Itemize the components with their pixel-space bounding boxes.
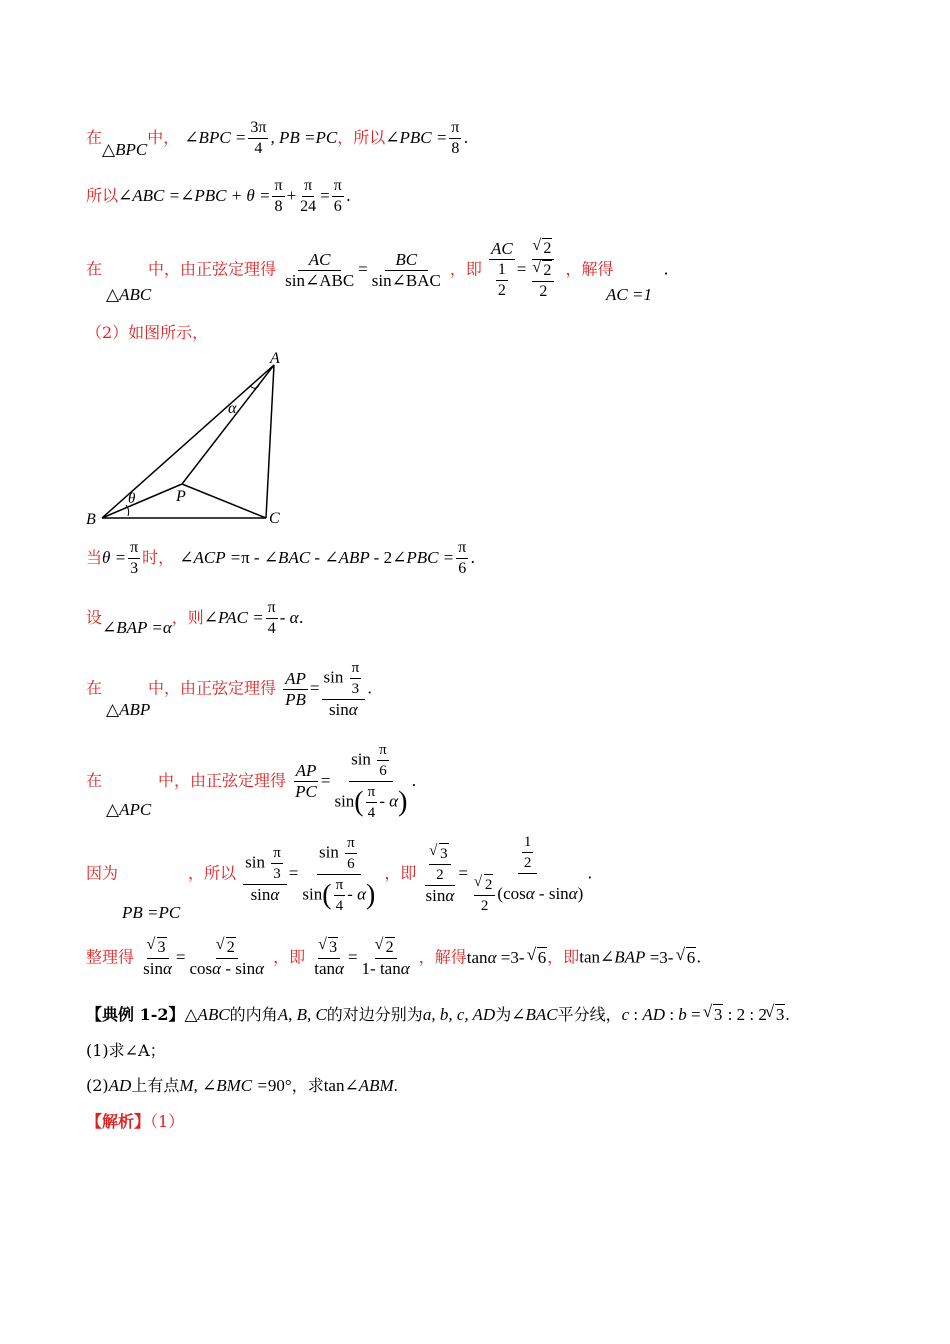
label-c: C: [269, 510, 280, 527]
label-p: P: [176, 488, 186, 505]
step1-zhong: 中，: [147, 128, 180, 147]
question2: (2)AD上有点M, ∠BMC =90°，求tan∠ABM.: [86, 1076, 398, 1095]
segment-bp: [102, 484, 182, 518]
analysis-line: 【解析】（1）: [86, 1112, 185, 1131]
segment-ac: [266, 365, 274, 518]
segment-ap: [182, 365, 274, 484]
label-theta: θ: [128, 491, 136, 507]
step1-line: 在△BPC中， ∠BPC = $\frac{3\pi}{4}$ , PB =PC，所以∠PBC = $\frac{\pi}{8}$ .: [86, 119, 469, 159]
step6-line: 在 中，由正弦定理得 $\frac{AP}{PB}$ = sin $\frac{\pi}{3}$ sinα .: [86, 660, 373, 719]
step7-triangle: △APC: [106, 800, 152, 819]
step9-line: 整理得 √ $\frac{3}{\sin\alpha}$ = √ $\frac{2}{\cos\alpha - \sin\alpha}$ ，即 √ $\frac{3}{\tan\alpha}$ = √ $\frac{2}{1- \tan\alpha}$ ，解得tanα =3- √ 6，即tan∠BAP =3- √ 6.: [86, 937, 701, 979]
question1: (1)求∠A；: [86, 1041, 166, 1060]
step2-line: 所以∠ABC =∠PBC + θ = $\frac{\pi}{8}$ + $\frac{\pi}{24}$ = $\frac{\pi}{6}$ .: [86, 177, 351, 215]
step8-line: 因为 ，所以 sin $\frac{\pi}{3}$ sinα = sin $\frac{\pi}{6}$ sin( $\frac{\pi}{4}$ - α) ，即 √ $\frac{\frac{3}{2}}{\sin\alpha}$ = $\frac{1}{2}$ √ $\frac{2}{2}$ (cosα - sinα) .: [86, 832, 592, 916]
step3-triangle: △ABC: [106, 285, 152, 304]
example-line: 【典例 1-2】△ABC的内角A, B, C的对边分别为a, b, c, AD为∠BAC平分线，c : AD : b = √ 3 : 2 : 2√ 3.: [86, 1002, 790, 1025]
step3-line: 在 中，由正弦定理得 $\frac{AC}{\text{sin∠ABC}}$ = $\frac{BC}{\text{sin∠BAC}}$ ，即 $\frac{AC}{\frac{1}{2}}$ = √ 2 √ $\frac{2}{2}$ ，解得 .: [86, 238, 669, 302]
step7-line: 在 中，由正弦定理得 $\frac{AP}{PC}$ = sin $\frac{\pi}{6}$ sin( $\frac{\pi}{4}$ - α) .: [86, 742, 417, 821]
step6-triangle: △ABP: [106, 700, 151, 719]
step1-suoyi: 所以: [353, 128, 386, 147]
step8-cond: PB =PC: [122, 903, 181, 922]
step3-result: AC =1: [606, 285, 652, 304]
label-b: B: [86, 511, 96, 528]
step1-zai: 在: [86, 128, 103, 147]
step1-triangle: △BPC: [102, 140, 148, 159]
step4-line: 当θ = $\frac{\pi}{3}$ 时， ∠ACP =π - ∠BAC - ∠ABP - 2∠PBC = $\frac{\pi}{6}$ .: [86, 539, 476, 577]
label-alpha: α: [228, 400, 237, 417]
triangle-figure: [80, 345, 300, 530]
step5-line: 设∠BAP =α，则∠PAC = $\frac{\pi}{4}$ - α.: [86, 599, 304, 637]
segment-pc: [182, 484, 266, 518]
label-a: A: [270, 350, 280, 367]
part2-label: （2）如图所示，: [86, 323, 209, 342]
